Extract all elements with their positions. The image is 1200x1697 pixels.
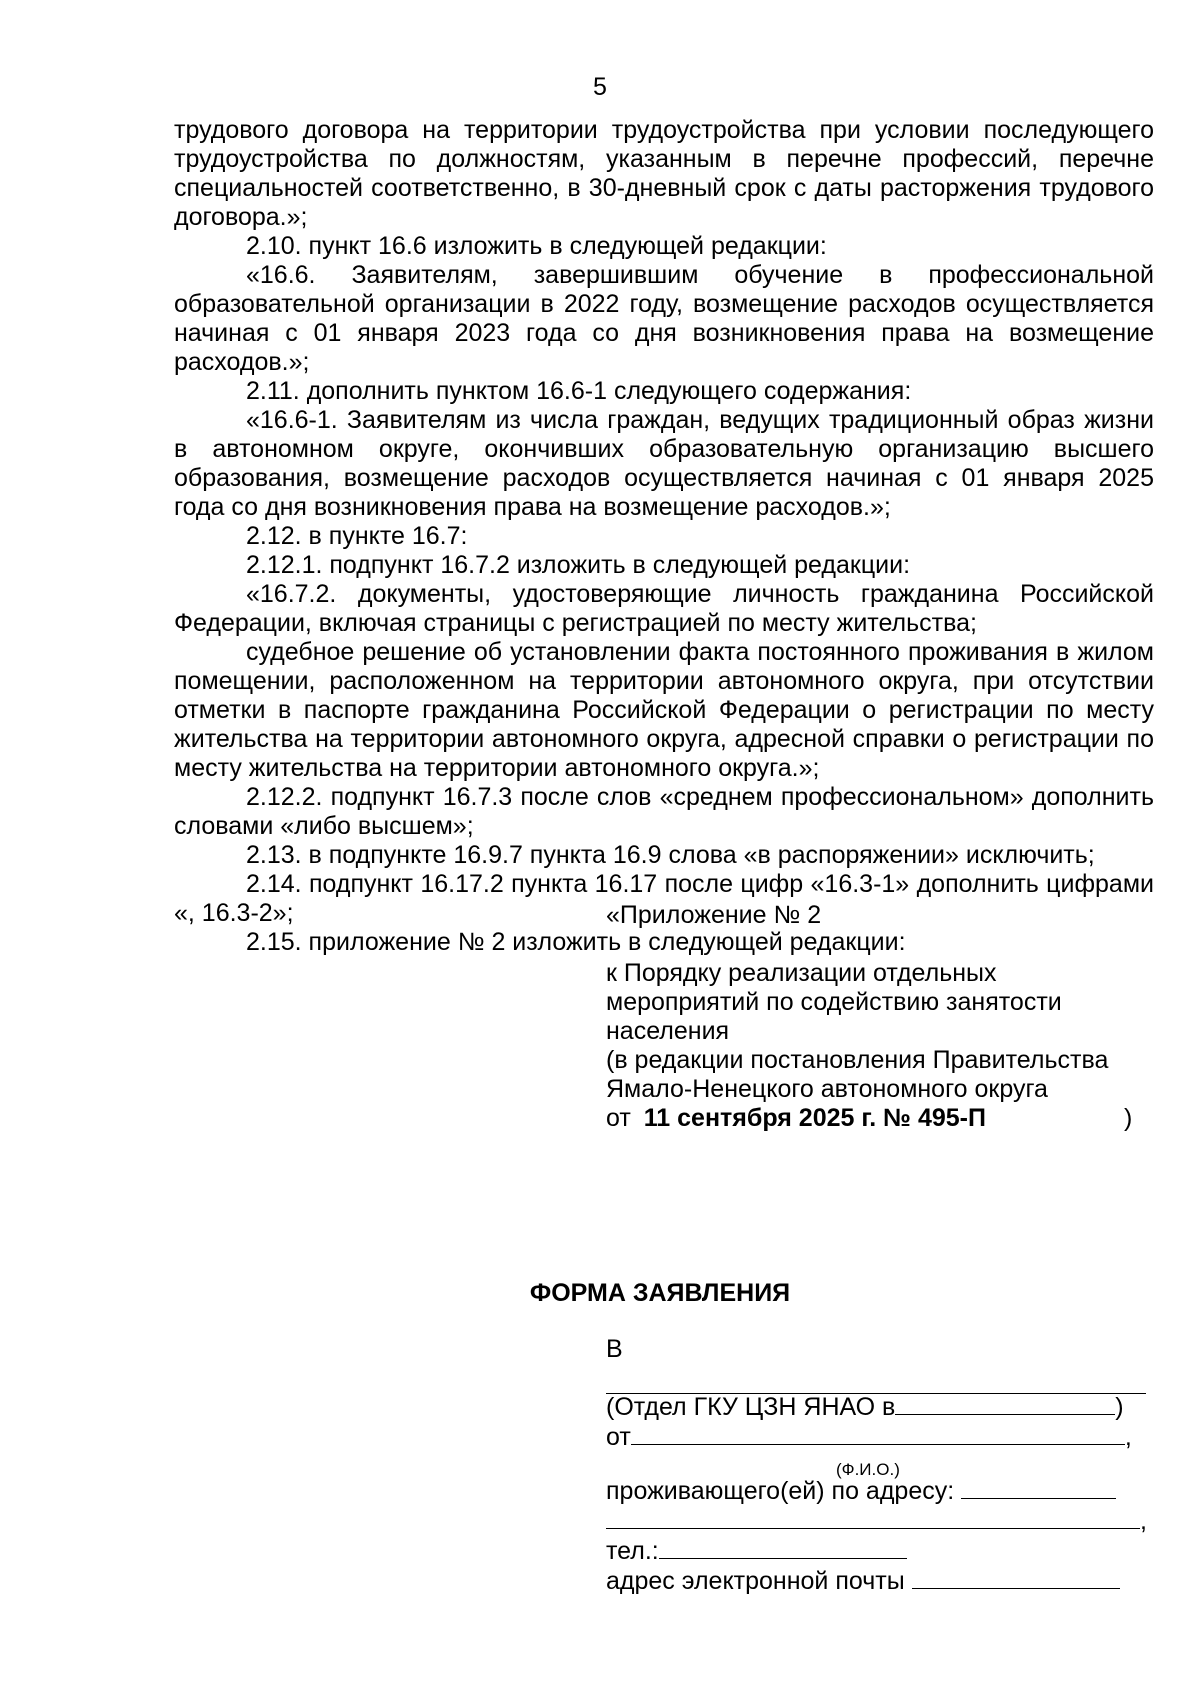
form-email-label: адрес электронной почты: [606, 1567, 905, 1595]
form-title: ФОРМА ЗАЯВЛЕНИЯ: [529, 1279, 791, 1307]
body-paragraph: 2.10. пункт 16.6 изложить в следующей редакции:: [246, 232, 827, 260]
form-dept-label: (Отдел ГКУ ЦЗН ЯНАО в: [606, 1393, 896, 1421]
form-address-label: проживающего(ей) по адресу:: [606, 1477, 955, 1505]
form-from-label: от: [606, 1423, 631, 1451]
form-dept-row: [606, 1393, 1124, 1422]
body-paragraph: «16.6. Заявителям, завершившим обучение в профессиональной образовательной организации в 2022 году, возмещение расходов осуществляется начиная с 01 января 2023 года со дня возникновения права на возмещение расходов.»;: [174, 261, 1154, 376]
appendix-header: [606, 901, 1166, 1133]
body-paragraph: трудового договора на территории трудоустройства при условии последующего трудоустройства по должностям, указанным в перечне профессий, перечне специальностей соответственно, в 30-дневный срок с даты расторжения трудового договора.»;: [174, 116, 1154, 231]
appendix-date-prefix: от: [606, 1104, 631, 1132]
appendix-line: (в редакции постановления Правительства: [606, 1046, 1109, 1074]
body-paragraph: 2.13. в подпункте 16.9.7 пункта 16.9 слова «в распоряжении» исключить;: [246, 841, 1095, 869]
body-paragraph: судебное решение об установлении факта постоянного проживания в жилом помещении, расположенном на территории автономного округа, при отсутствии отметки в паспорте гражданина Российской Федерации о регистрации по месту жительства на территории автономного округа, адресной справки о регистрации по месту жительства на территории автономного округа.»;: [174, 638, 1154, 782]
body-paragraph: «16.7.2. документы, удостоверяющие личность гражданина Российской Федерации, включая страницы с регистрацией по месту жительства;: [174, 580, 1154, 637]
form-address-row: [606, 1477, 1116, 1506]
form-dept-close: ): [1115, 1393, 1124, 1421]
form-address-end: ,: [1140, 1507, 1147, 1535]
appendix-line: к Порядку реализации отдельных: [606, 959, 997, 987]
form-to-label: В: [606, 1335, 623, 1363]
form-from-end: ,: [1124, 1423, 1132, 1451]
form-address-row-2: [606, 1507, 1147, 1536]
appendix-date-close: ): [1124, 1104, 1133, 1132]
form-fio-caption: (Ф.И.О.): [836, 1460, 900, 1479]
form-from-row: [606, 1423, 1132, 1452]
body-paragraph: 2.12. в пункте 16.7:: [246, 522, 468, 550]
form-email-row: [606, 1567, 1120, 1596]
appendix-line: мероприятий по содействию занятости: [606, 988, 1062, 1016]
body-paragraph: «16.6-1. Заявителям из числа граждан, ведущих традиционный образ жизни в автономном округе, окончивших образовательную организацию высшего образования, возмещение расходов осуществляется начиная с 01 января 2025 года со дня возникновения права на возмещение расходов.»;: [174, 406, 1154, 521]
appendix-line: населения: [606, 1017, 730, 1045]
form-phone-field[interactable]: [659, 1558, 907, 1559]
appendix-title: «Приложение № 2: [606, 901, 822, 929]
body-paragraph: 2.15. приложение № 2 изложить в следующей редакции:: [246, 928, 906, 956]
form-email-field[interactable]: [912, 1588, 1120, 1589]
form-from-field[interactable]: [631, 1444, 1125, 1445]
form-phone-row: [606, 1537, 907, 1566]
form-phone-label: тел.:: [606, 1537, 659, 1565]
body-paragraph: 2.11. дополнить пунктом 16.6-1 следующего содержания:: [246, 377, 912, 405]
appendix-date-value: 11 сентября 2025 г. № 495-П: [643, 1104, 986, 1132]
appendix-line: Ямало-Ненецкого автономного округа: [606, 1075, 1048, 1103]
body-paragraph: 2.12.1. подпункт 16.7.2 изложить в следующей редакции:: [246, 551, 911, 579]
body-paragraph: 2.14. подпункт 16.17.2 пункта 16.17 после цифр «16.3-1» дополнить цифрами «, 16.3-2»;: [174, 870, 1154, 927]
form-dept-field[interactable]: [895, 1414, 1115, 1415]
body-paragraph: 2.12.2. подпункт 16.7.3 после слов «среднем профессиональном» дополнить словами «либо высшем»;: [174, 783, 1154, 840]
form-address-field-2[interactable]: [606, 1528, 1140, 1529]
form-address-field[interactable]: [961, 1498, 1116, 1499]
document-body: [174, 116, 1154, 957]
page-number: 5: [593, 73, 607, 101]
